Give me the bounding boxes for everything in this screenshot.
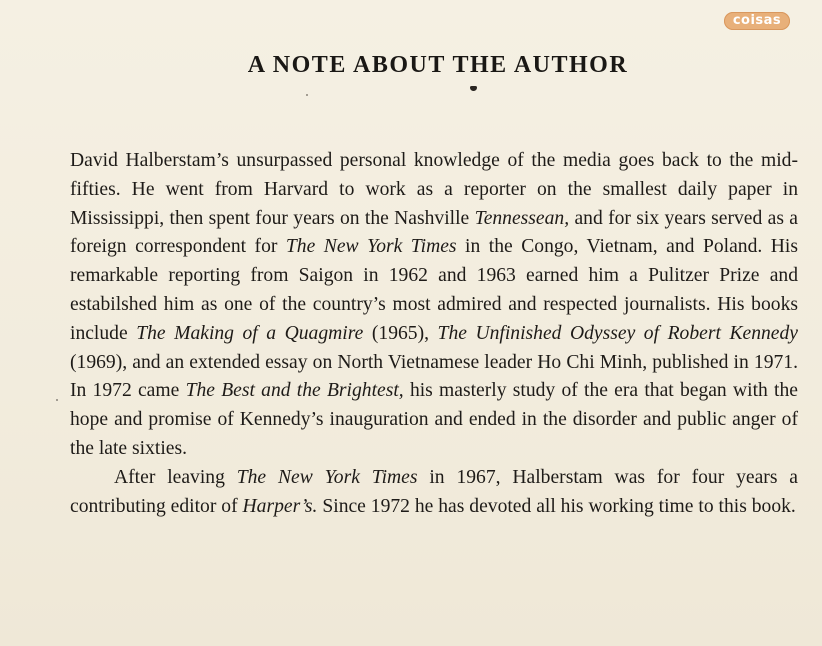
text-segment: (1969), and an extended essay on North Vietnamese leader Ho Chi Minh, published in 1971. In 1972 came (70, 351, 798, 402)
italic-title: The New York Times (285, 236, 457, 258)
text-segment: and for six years served as a foreign correspondent for (70, 207, 798, 258)
italic-title: The Best and the Brightest, (185, 380, 404, 402)
text-segment: David Halberstam’s unsurpassed personal knowledge of the media goes back to the mid-fifties. He went from Harvard to work as a reporter on the smallest daily paper in Mississippi, then spent four years on the Nashville (70, 150, 798, 229)
text-segment: Since 1972 he has devoted all his working time to this book. (317, 495, 796, 517)
italic-title: Harper’s. (242, 495, 318, 517)
italic-title: The Unfinished Odyssey of Robert Kennedy (437, 322, 798, 344)
italic-title: Tennessean, (474, 207, 570, 229)
speck-mark (306, 94, 308, 96)
watermark-logo: coisas (724, 12, 790, 30)
paragraph-1 (70, 147, 798, 464)
text-segment: (1965), (363, 322, 438, 344)
italic-title: The Making of a Quagmire (136, 322, 364, 344)
author-note-body (70, 147, 798, 521)
speck-mark (56, 399, 58, 401)
text-segment: in 1967, Halberstam was for four years a contributing editor of (70, 466, 798, 517)
text-segment: After leaving (114, 466, 237, 488)
italic-title: The New York Times (236, 466, 418, 488)
page-title: A NOTE ABOUT THE AUTHOR (247, 52, 629, 78)
text-segment: in the Congo, Vietnam, and Poland. His remarkable reporting from Saigon in 1962 and 1963 earned him a Pulitzer Prize and estabilshed him as one of the country’s most admired and respected journalists. His books include (70, 236, 798, 344)
text-segment: his masterly study of the era that began with the hope and promise of Kennedy’s inauguration and ended in the disorder and public anger of the late sixties. (70, 380, 798, 459)
paragraph-2 (70, 464, 798, 522)
ornament-mark (470, 86, 477, 91)
